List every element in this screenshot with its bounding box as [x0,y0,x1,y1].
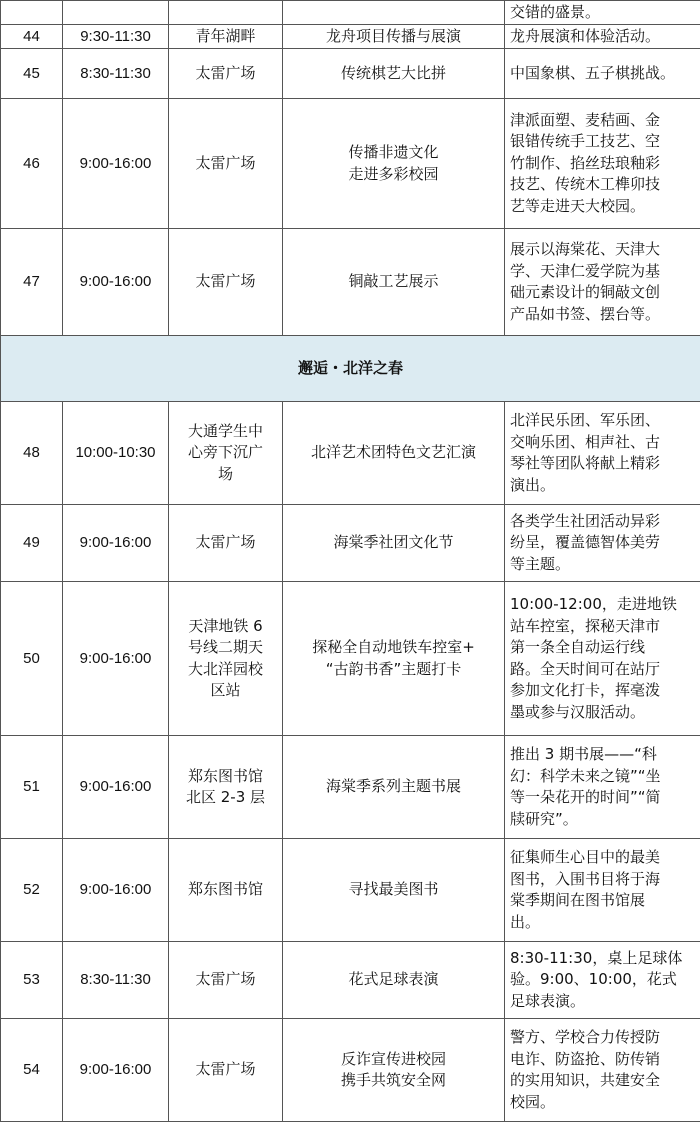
desc-cell [505,582,700,736]
place-line: 天津地铁 6 [169,616,282,638]
desc-line: 足球表演。 [510,991,696,1013]
desc-line: 学、天津仁爱学院为基 [510,261,696,283]
desc-line: 等一朵花开的时间”“简 [510,787,696,809]
desc-line: 产品如书签、摆台等。 [510,304,696,326]
desc-line: 琴社等团队将献上精彩 [510,453,696,475]
desc-cell [505,505,700,582]
time-cell: 10:00-10:30 [63,402,169,505]
desc-line: 路。全天时间可在站厅 [510,659,696,681]
desc-line: 银错传统手工技艺、空 [510,131,696,153]
place-cell [169,1019,283,1122]
place-line: 北区 2-3 层 [169,787,282,809]
event-line: 传统棋艺大比拼 [283,63,504,85]
time-cell: 9:00-16:00 [63,99,169,229]
time-cell: 9:00-16:00 [63,1019,169,1122]
section-body [1,336,700,402]
place-cell [169,1,283,25]
desc-line: 参加文化打卡，挥毫泼 [510,680,696,702]
place-line: 郑东图书馆 [169,879,282,901]
time-cell: 9:00-16:00 [63,839,169,942]
event-cell [283,49,505,99]
event-line: 携手共筑安全网 [283,1070,504,1092]
num-cell: 51 [1,736,63,839]
desc-line: 北洋民乐团、军乐团、 [510,410,696,432]
time-cell [63,1,169,25]
place-line: 郑东图书馆 [169,766,282,788]
place-line: 太雷广场 [169,63,282,85]
desc-line: 图书，入围书目将于海 [510,869,696,891]
place-line: 场 [169,464,282,486]
desc-line: 棠季期间在图书馆展 [510,890,696,912]
num-cell: 53 [1,942,63,1019]
desc-line: 警方、学校合力传授防 [510,1027,696,1049]
desc-cell [505,942,700,1019]
table-row [1,942,700,1019]
event-line: 寻找最美图书 [283,879,504,901]
place-line: 大通学生中 [169,421,282,443]
desc-line: 10:00-12:00，走进地铁 [510,594,696,616]
desc-cell [505,49,700,99]
num-cell: 44 [1,25,63,49]
time-cell: 9:00-16:00 [63,229,169,336]
event-cell [283,402,505,505]
desc-line: 的实用知识，共建安全 [510,1070,696,1092]
desc-line: 8:30-11:30，桌上足球体 [510,948,696,970]
table-row [1,839,700,942]
num-cell: 47 [1,229,63,336]
place-cell [169,99,283,229]
desc-line: 出。 [510,912,696,934]
desc-line: 第一条全自动运行线 [510,637,696,659]
desc-line: 竹制作、掐丝珐琅釉彩 [510,153,696,175]
time-cell: 9:30-11:30 [63,25,169,49]
desc-cell [505,1019,700,1122]
desc-line: 站车控室，探秘天津市 [510,616,696,638]
desc-line: 纷呈，覆盖德智体美劳 [510,532,696,554]
time-cell: 9:00-16:00 [63,736,169,839]
desc-line: 等主题。 [510,554,696,576]
desc-line: 各类学生社团活动异彩 [510,511,696,533]
event-line: 海棠季社团文化节 [283,532,504,554]
table-row [1,1,700,25]
event-line: 反诈宣传进校园 [283,1049,504,1071]
event-cell [283,839,505,942]
event-cell [283,1,505,25]
time-cell: 9:00-16:00 [63,505,169,582]
num-cell: 52 [1,839,63,942]
desc-cell [505,99,700,229]
place-cell [169,229,283,336]
desc-line: 校园。 [510,1092,696,1114]
place-cell [169,582,283,736]
event-cell [283,25,505,49]
place-line: 青年湖畔 [169,26,282,48]
table-row [1,505,700,582]
desc-line: 征集师生心目中的最美 [510,847,696,869]
schedule-body-after-section [1,402,700,1122]
num-cell: 49 [1,505,63,582]
place-cell [169,942,283,1019]
desc-cell [505,25,700,49]
time-cell: 8:30-11:30 [63,49,169,99]
num-cell: 50 [1,582,63,736]
time-cell: 8:30-11:30 [63,942,169,1019]
event-cell [283,736,505,839]
table-row [1,736,700,839]
num-cell: 54 [1,1019,63,1122]
table-row [1,582,700,736]
event-line: 海棠季系列主题书展 [283,776,504,798]
place-line: 太雷广场 [169,153,282,175]
place-line: 太雷广场 [169,969,282,991]
desc-cell [505,839,700,942]
event-cell [283,582,505,736]
desc-line: 推出 3 期书展——“科 [510,744,696,766]
table-row [1,99,700,229]
event-cell [283,942,505,1019]
desc-line: 中国象棋、五子棋挑战。 [510,63,696,85]
desc-line: 础元素设计的铜敲文创 [510,282,696,304]
num-cell [1,1,63,25]
place-cell [169,839,283,942]
event-line: 传播非遗文化 [283,142,504,164]
desc-line: 津派面塑、麦秸画、金 [510,110,696,132]
table-row [1,229,700,336]
place-cell [169,402,283,505]
desc-line: 墨或参与汉服活动。 [510,702,696,724]
section-header-row [1,336,700,402]
desc-line: 电诈、防盗抢、防传销 [510,1049,696,1071]
place-line: 号线二期天 [169,637,282,659]
table-row [1,1019,700,1122]
place-cell [169,736,283,839]
desc-line: 技艺、传统木工榫卯技 [510,174,696,196]
event-cell [283,99,505,229]
event-line: 花式足球表演 [283,969,504,991]
table-row [1,402,700,505]
schedule-body-before-section [1,1,700,336]
event-line: “古韵书香”主题打卡 [283,659,504,681]
desc-line: 展示以海棠花、天津大 [510,239,696,261]
desc-line: 验。9:00、10:00，花式 [510,969,696,991]
event-cell [283,505,505,582]
place-line: 区站 [169,680,282,702]
desc-cell: 交错的盛景。 [505,1,700,25]
desc-line: 艺等走进天大校园。 [510,196,696,218]
desc-cell [505,402,700,505]
event-line: 北洋艺术团特色文艺汇演 [283,442,504,464]
desc-line: 牍研究”。 [510,809,696,831]
num-cell: 48 [1,402,63,505]
num-cell: 45 [1,49,63,99]
place-line: 太雷广场 [169,532,282,554]
time-cell: 9:00-16:00 [63,582,169,736]
event-line: 探秘全自动地铁车控室+ [283,637,504,659]
event-line: 铜敲工艺展示 [283,271,504,293]
place-line: 太雷广场 [169,1059,282,1081]
place-line: 大北洋园校 [169,659,282,681]
place-cell [169,25,283,49]
place-line: 心旁下沉广 [169,442,282,464]
section-title: 邂逅・北洋之春 [1,336,700,402]
event-line: 龙舟项目传播与展演 [283,26,504,48]
event-cell [283,1019,505,1122]
event-line: 走进多彩校园 [283,164,504,186]
table-row [1,25,700,49]
place-cell [169,49,283,99]
num-cell: 46 [1,99,63,229]
desc-cell [505,736,700,839]
desc-line: 龙舟展演和体验活动。 [510,26,696,48]
place-cell [169,505,283,582]
desc-cell [505,229,700,336]
desc-line: 幻：科学未来之镜”“坐 [510,766,696,788]
desc-line: 演出。 [510,475,696,497]
table-row [1,49,700,99]
event-cell [283,229,505,336]
desc-line: 交响乐团、相声社、古 [510,432,696,454]
place-line: 太雷广场 [169,271,282,293]
